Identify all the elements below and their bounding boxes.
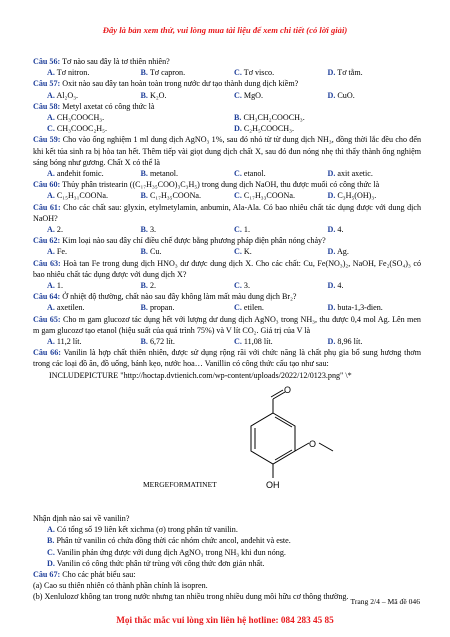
hydroxyl-label: OH — [266, 479, 280, 490]
option[interactable]: C. Tơ visco. — [234, 68, 275, 78]
option[interactable]: A. Tơ nitron. — [47, 68, 90, 78]
answer-a[interactable]: A. Có tổng số 19 liên kết xichma (σ) trong phân tử vanilin. — [47, 525, 238, 535]
page-footer: Trang 2/4 – Mã đề 046 — [350, 597, 420, 606]
question-59 — [33, 134, 421, 168]
option[interactable]: C. etanol. — [234, 169, 266, 179]
question-text: Cho vào ống nghiệm 1 ml dung dịch AgNO₃ 1%, sau đó nhỏ từ từ dung dịch NH₃, đồng thời lắc đều cho đến khi kết tủa sinh ra bị hòa tan hết. Thêm tiếp vài giọt dung dịch chất X, sau đó đun nóng nhẹ thì thấy thành ống nghiệm sáng bóng như gương. Chất X có thể là — [33, 135, 421, 167]
question-number: Câu 57: — [33, 79, 61, 89]
question-number: Câu 67: — [33, 569, 61, 579]
options-59 — [33, 168, 421, 179]
question-text: Cho các phát biểu sau: — [60, 569, 136, 579]
answer-b[interactable]: B. Phân tử vanilin có chứa đồng thời các nhóm chức ancol, anđehit và este. — [47, 536, 291, 546]
includepicture-field: INCLUDEPICTURE "http://hoctap.dvtienich.com/wp-content/uploads/2022/12/0123.png" \* — [49, 370, 352, 380]
question-63 — [33, 258, 421, 280]
question-text: Hoà tan Fe trong dung dịch HNO₃ dư được dung dịch X. Cho các chất: Cu, Fe(NO₃)₂, NaOH, Fe₂(SO₄)₃ có bao nhiêu chất tác dụng được với dung dịch X? — [33, 258, 421, 279]
question-56 — [33, 56, 421, 67]
question-text: Oxit nào sau đây tan hoàn toàn trong nước dư tạo thành dung dịch kiềm? — [60, 79, 299, 89]
preview-banner: Đây là bản xem thử, vui lòng mua tài liệu để xem chi tiết (có lời giải) — [102, 25, 348, 35]
option[interactable]: C. 3. — [234, 281, 250, 291]
option[interactable]: C. K. — [234, 247, 252, 257]
question-62 — [33, 235, 421, 246]
question-text: Thủy phân tristearin ((C₁₇H₃₅COO)₃C₃H₅) trong dung dịch NaOH, thu được muối có công thức là — [60, 180, 380, 190]
question-number: Câu 61: — [33, 202, 61, 212]
question-60 — [33, 179, 421, 190]
options-58 — [33, 112, 421, 123]
vanillin-structure-diagram — [233, 383, 343, 511]
option[interactable]: B. Tơ capron. — [140, 68, 186, 78]
statement-a: (a) Cao su thiên nhiên có thành phần chính là isopren. — [33, 581, 208, 591]
option[interactable]: A. Fe. — [47, 247, 68, 257]
option[interactable]: B. Cu. — [140, 247, 162, 257]
question-number: Câu 58: — [33, 101, 61, 111]
question-66-prompt: Nhận định nào sai về vanilin? — [33, 513, 130, 523]
ether-bond — [295, 443, 309, 451]
option[interactable]: A. CH₃COOCH₃. — [47, 113, 105, 123]
exam-content — [33, 56, 421, 603]
option[interactable]: D. C₃H₅(OH)₃. — [327, 191, 377, 201]
option[interactable]: B. 3. — [140, 225, 157, 235]
option[interactable]: B. 2. — [140, 281, 157, 291]
option[interactable]: D. C₂H₅COOCH₃. — [234, 124, 294, 134]
option[interactable]: A. 2. — [47, 225, 63, 235]
option[interactable]: B. C₁₇H₃₅COONa. — [140, 191, 202, 201]
question-text: Kim loại nào sau đây chỉ điều chế được bằng phương pháp điện phân nóng chảy? — [60, 236, 326, 246]
option[interactable]: B. CH₃CH₂COOCH₃. — [234, 113, 305, 123]
question-text: Cho các chất sau: glyxin, etylmetylamin, anbumin, Ala-Ala. Có bao nhiêu chất tác dụng được với dung dịch NaOH? — [33, 202, 421, 223]
question-57 — [33, 78, 421, 89]
question-number: Câu 62: — [33, 236, 61, 246]
question-text: Tơ nào sau đây là tơ thiên nhiên? — [60, 57, 170, 66]
question-61 — [33, 202, 421, 224]
ether-o-label: O — [309, 438, 317, 449]
options-60 — [33, 190, 421, 201]
question-67 — [33, 569, 421, 580]
question-number: Câu 60: — [33, 180, 61, 190]
question-number: Câu 63: — [33, 258, 61, 268]
option[interactable]: B. propan. — [140, 303, 175, 313]
question-number: Câu 64: — [33, 292, 61, 302]
answer-c[interactable]: C. Vanilin phản ứng được với dung dịch AgNO₃ trong NH₃ khi đun nóng. — [47, 547, 286, 557]
vanillin-structure — [33, 383, 421, 513]
option[interactable]: A. Al₂O₃. — [47, 90, 79, 100]
option[interactable]: C. 1. — [234, 225, 250, 235]
aldehyde-o-label: O — [284, 384, 292, 395]
options-58b — [33, 123, 421, 134]
question-64 — [33, 291, 421, 302]
options-64 — [33, 302, 421, 313]
option[interactable]: C. etilen. — [234, 303, 264, 313]
mergeformat-field: MERGEFORMATINET — [143, 479, 217, 489]
question-text: Vanilin là hợp chất thiên nhiên, được sử dụng rộng rãi với chức năng là chất phụ gia bổ sung hương thơm trong các loại đồ ăn, đồ uống, bánh kẹo, nước hoa… Vanillin có công thức cấu tạo như sau: — [33, 348, 421, 369]
option[interactable]: D. 8,96 lít. — [327, 337, 363, 347]
option[interactable]: C. C₁₇H₃₃COONa. — [234, 191, 295, 201]
options-56 — [33, 67, 421, 78]
option[interactable]: D. CuO. — [327, 90, 355, 100]
options-61 — [33, 224, 421, 235]
question-text: Ở nhiệt độ thường, chất nào sau đây không làm mất màu dung dịch Br₂? — [60, 292, 297, 302]
option[interactable]: D. 4. — [327, 281, 344, 291]
options-62 — [33, 246, 421, 257]
option[interactable]: A. 1. — [47, 281, 63, 291]
question-text: Metyl axetat có công thức là — [60, 101, 155, 111]
option[interactable]: B. metanol. — [140, 169, 179, 179]
option[interactable]: D. 4. — [327, 225, 344, 235]
option[interactable]: A. anđehit fomic. — [47, 169, 104, 179]
question-58 — [33, 101, 421, 112]
option[interactable]: B. K₂O. — [140, 90, 167, 100]
question-text: Cho m gam glucozơ tác dụng hết với lượng dư dung dịch AgNO₃ trong NH₃, thu được 0,4 mol Ag. Lên men m gam glucozơ tạo etanol (hiệu suất của quá trình 75%) và V lít CO₂. Giá trị của V là — [33, 314, 421, 335]
statement-b: (b) Xenlulozơ không tan trong nước nhưng tan nhiều trong nhiều dung môi hữu cơ thông thường. — [33, 592, 349, 602]
option[interactable]: A. 11,2 lít. — [47, 337, 82, 347]
option[interactable]: C. 11,08 lít. — [234, 337, 273, 347]
question-number: Câu 59: — [33, 135, 61, 145]
options-65 — [33, 336, 421, 347]
question-number: Câu 66: — [33, 348, 61, 358]
option[interactable]: D. Tơ tằm. — [327, 68, 363, 78]
question-66 — [33, 347, 421, 369]
options-57 — [33, 90, 421, 101]
benzene-ring — [251, 413, 295, 464]
option[interactable]: A. C₁₅H₃₁COONa. — [47, 191, 108, 201]
question-number: Câu 65: — [33, 314, 61, 324]
hotline-banner: Mọi thắc mắc vui lòng xin liên hệ hotline: 084 283 45 85 — [116, 615, 334, 625]
option[interactable]: A. axetilen. — [47, 303, 85, 313]
answer-d[interactable]: D. Vanilin có công thức phân tử trùng với công thức đơn giản nhất. — [47, 558, 265, 568]
question-65 — [33, 314, 421, 336]
option[interactable]: D. buta-1,3-đien. — [327, 303, 383, 313]
option[interactable]: C. CH₃COOC₂H₅. — [47, 124, 107, 134]
question-number: Câu 56: — [33, 57, 61, 66]
options-63 — [33, 280, 421, 291]
option[interactable]: D. Ag. — [327, 247, 349, 257]
option[interactable]: D. axit axetic. — [327, 169, 373, 179]
option[interactable]: C. MgO. — [234, 90, 264, 100]
option[interactable]: B. 6,72 lít. — [140, 337, 175, 347]
